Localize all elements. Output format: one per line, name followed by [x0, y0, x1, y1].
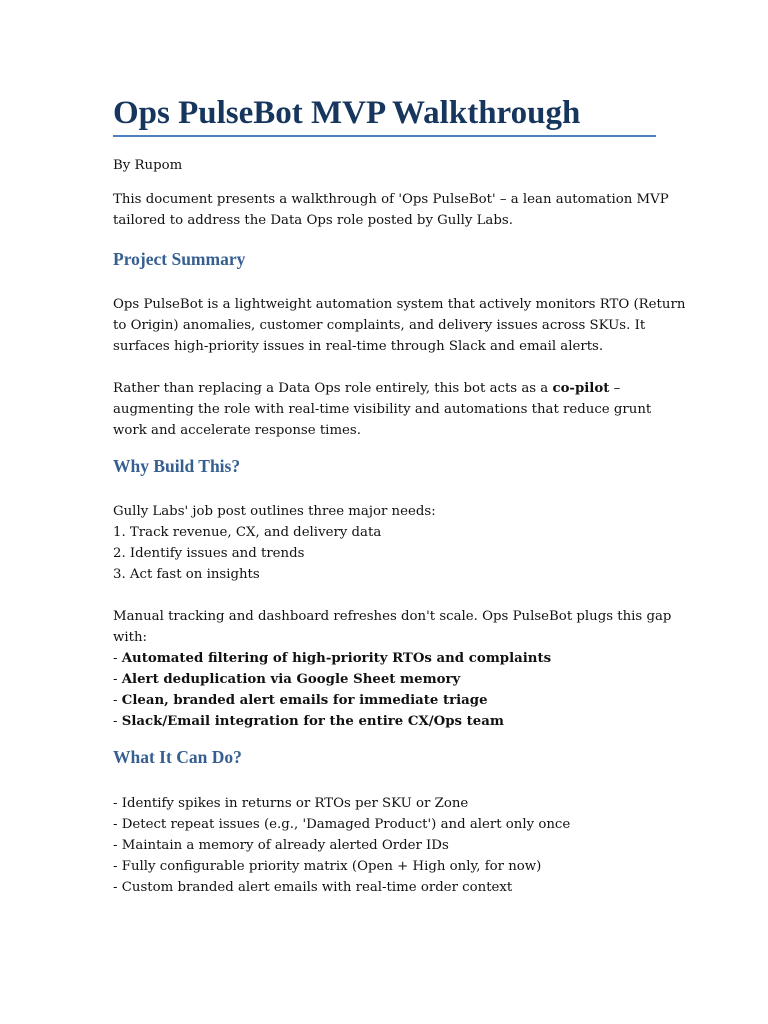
summary-paragraph-2 [113, 378, 651, 441]
bullet-dash: - [113, 672, 122, 687]
section-heading-what-it-can-do: What It Can Do? [113, 747, 242, 767]
list-item: 3. Act fast on insights [113, 567, 260, 582]
list-item: - Maintain a memory of already alerted Order IDs [113, 838, 449, 853]
intro-line: This document presents a walkthrough of 'Ops PulseBot' – a lean automation MVP [113, 192, 669, 207]
feature-bullet: Slack/Email integration for the entire CX/Ops team [121, 714, 504, 729]
section-heading-why-build: Why Build This? [113, 456, 241, 476]
summary-text: – [609, 381, 621, 396]
needs-intro: Gully Labs' job post outlines three major needs: [113, 504, 436, 519]
feature-bullet: Alert deduplication via Google Sheet memory [121, 672, 461, 687]
gap-line: with: [113, 630, 148, 645]
author-byline: By Rupom [113, 158, 183, 173]
section-heading-project-summary: Project Summary [113, 249, 246, 269]
list-item: - Detect repeat issues (e.g., 'Damaged Product') and alert only once [113, 817, 571, 832]
summary-line: augmenting the role with real-time visibility and automations that reduce grunt [113, 402, 652, 417]
summary-paragraph-1 [113, 294, 685, 357]
needs-list [113, 501, 436, 585]
intro-paragraph [113, 189, 669, 231]
list-item: - Custom branded alert emails with real-time order context [113, 880, 513, 895]
list-item: 1. Track revenue, CX, and delivery data [113, 525, 382, 540]
summary-line: work and accelerate response times. [113, 423, 361, 438]
title-underline [113, 135, 656, 137]
list-item [113, 669, 671, 690]
list-item [113, 648, 671, 669]
summary-line: surfaces high-priority issues in real-time through Slack and email alerts. [113, 339, 604, 354]
gap-line: Manual tracking and dashboard refreshes don't scale. Ops PulseBot plugs this gap [113, 609, 672, 624]
feature-bullet: Automated filtering of high-priority RTOs and complaints [121, 651, 552, 666]
summary-line: to Origin) anomalies, customer complaints, and delivery issues across SKUs. It [113, 318, 646, 333]
bullet-dash: - [113, 693, 122, 708]
bullet-dash: - [113, 714, 122, 729]
bullet-dash: - [113, 651, 122, 666]
capabilities-list [113, 793, 570, 898]
list-item: - Identify spikes in returns or RTOs per SKU or Zone [113, 796, 469, 811]
list-item: 2. Identify issues and trends [113, 546, 305, 561]
intro-line: tailored to address the Data Ops role posted by Gully Labs. [113, 213, 513, 228]
list-item [113, 711, 671, 732]
summary-line: Ops PulseBot is a lightweight automation system that actively monitors RTO (Return [113, 297, 686, 312]
list-item [113, 690, 671, 711]
list-item: - Fully configurable priority matrix (Open + High only, for now) [113, 859, 542, 874]
gap-paragraph [113, 606, 671, 732]
summary-text: Rather than replacing a Data Ops role entirely, this bot acts as a [113, 381, 553, 396]
feature-bullet: Clean, branded alert emails for immediate triage [121, 693, 488, 708]
summary-line [113, 378, 651, 399]
co-pilot-emphasis: co-pilot [552, 381, 610, 396]
document-title: Ops PulseBot MVP Walkthrough [113, 95, 581, 131]
